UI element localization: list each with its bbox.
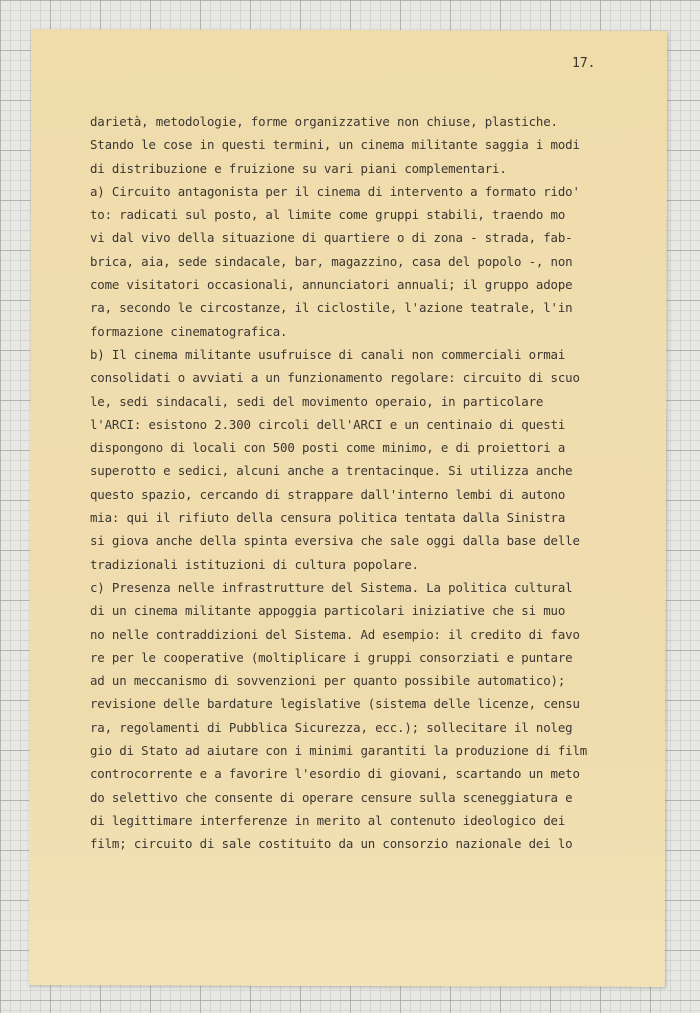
page-number: 17. (572, 56, 596, 71)
typewritten-text (90, 110, 650, 856)
text-line: si giova anche della spinta eversiva che sale oggi dalla base delle (90, 533, 580, 549)
text-line: ra, regolamenti di Pubblica Sicurezza, ecc.); sollecitare il noleg (90, 719, 573, 735)
text-line: di legittimare interferenze in merito al contenuto ideologico dei (90, 812, 566, 828)
text-line: brica, aia, sede sindacale, bar, magazzino, casa del popolo -, non (90, 253, 573, 269)
text-line: mia: qui il rifiuto della censura politica tentata dalla Sinistra (90, 510, 566, 526)
text-line: vi dal vivo della situazione di quartiere o di zona - strada, fab- (90, 230, 573, 246)
text-line: film; circuito di sale costituito da un consorzio nazionale dei lo (90, 836, 573, 852)
text-line: do selettivo che consente di operare censure sulla sceneggiatura e (90, 789, 573, 805)
text-line: to: radicati sul posto, al limite come gruppi stabili, traendo mo (90, 207, 566, 223)
text-line: a) Circuito antagonista per il cinema di intervento a formato rido' (90, 183, 580, 199)
text-line: b) Il cinema militante usufruisce di canali non commerciali ormai (90, 346, 566, 362)
text-line: dispongono di locali con 500 posti come minimo, e di proiettori a (90, 440, 566, 456)
text-line: gio di Stato ad aiutare con i minimi garantiti la produzione di film (90, 743, 588, 759)
text-line: le, sedi sindacali, sedi del movimento operaio, in particolare (90, 393, 544, 409)
text-line: l'ARCI: esistono 2.300 circoli dell'ARCI e un centinaio di questi (90, 416, 566, 432)
text-line: Stando le cose in questi termini, un cinema militante saggia i modi (90, 137, 580, 153)
text-line: superotto e sedici, alcuni anche a trentacinque. Si utilizza anche (90, 463, 573, 479)
text-line: no nelle contraddizioni del Sistema. Ad esempio: il credito di favo (90, 626, 580, 642)
text-line: ra, secondo le circostanze, il ciclostile, l'azione teatrale, l'in (90, 300, 573, 316)
text-line: controcorrente e a favorire l'esordio di giovani, scartando un meto (90, 766, 580, 782)
text-line: consolidati o avviati a un funzionamento regolare: circuito di scuo (90, 370, 580, 386)
text-line: come visitatori occasionali, annunciatori annuali; il gruppo adope (90, 277, 573, 293)
text-line: revisione delle bardature legislative (sistema delle licenze, censu (90, 696, 580, 712)
text-line: di distribuzione e fruizione su vari piani complementari. (90, 160, 507, 176)
text-line: darietà, metodologie, forme organizzative non chiuse, plastiche. (90, 114, 558, 129)
text-line: questo spazio, cercando di strappare dall'interno lembi di autono (90, 486, 566, 502)
text-line: di un cinema militante appoggia particolari iniziative che si muo (90, 603, 566, 619)
text-line: formazione cinematografica. (90, 323, 288, 339)
text-line: c) Presenza nelle infrastrutture del Sistema. La politica cultural (90, 579, 573, 595)
text-line: re per le cooperative (moltiplicare i gruppi consorziati e puntare (90, 649, 573, 665)
text-line: ad un meccanismo di sovvenzioni per quanto possibile automatico); (90, 673, 566, 689)
text-line: tradizionali istituzioni di cultura popolare. (90, 556, 419, 572)
